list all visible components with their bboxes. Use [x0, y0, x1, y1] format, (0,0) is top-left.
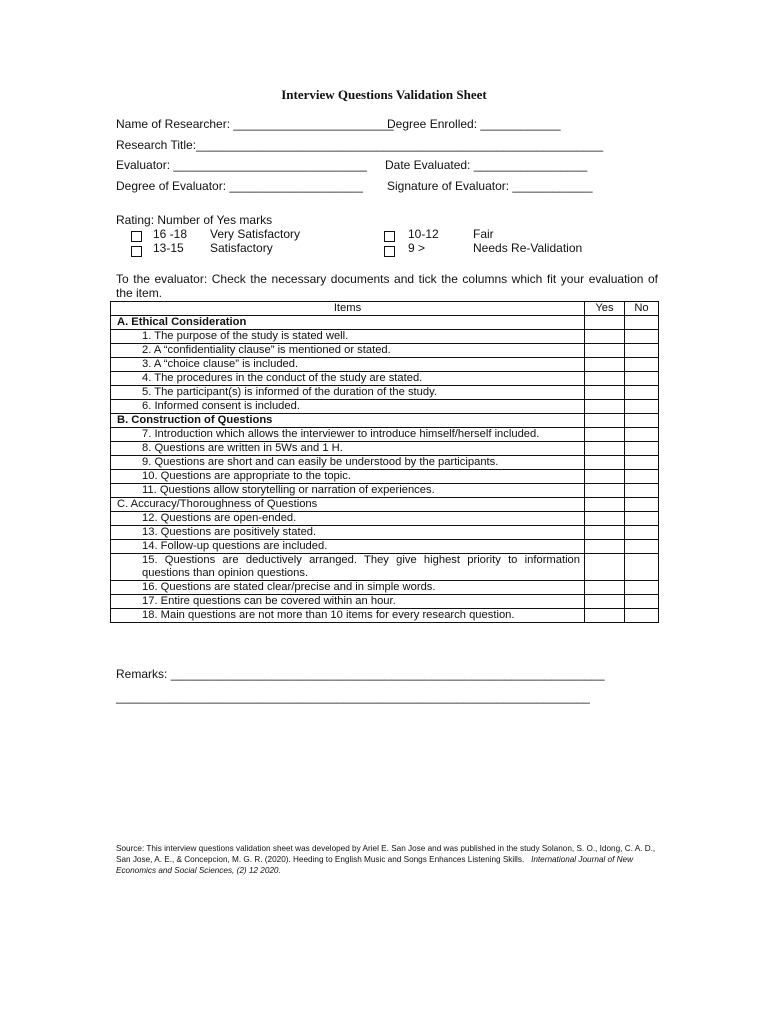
yes-cell[interactable] [585, 512, 625, 526]
item-text: 10. Questions are appropriate to the topic. [111, 470, 585, 484]
table-row [111, 330, 659, 344]
degree-enrolled-field [387, 117, 561, 131]
yes-cell[interactable] [585, 442, 625, 456]
remarks-line-2[interactable]: _______________________________________________________________________ [116, 690, 590, 704]
evaluator-field [116, 158, 367, 172]
source-citation [116, 843, 656, 876]
no-cell[interactable] [625, 595, 659, 609]
yes-cell[interactable] [585, 372, 625, 386]
item-text: 1. The purpose of the study is stated well. [111, 330, 585, 344]
rating-range: 9 > [408, 241, 426, 255]
item-text: 8. Questions are written in 5Ws and 1 H. [111, 442, 585, 456]
table-row [111, 581, 659, 595]
table-row [111, 456, 659, 470]
no-cell[interactable] [625, 554, 659, 581]
rating-range: 10-12 [408, 227, 439, 241]
date-evaluated-label: Date Evaluated: [385, 158, 471, 172]
yes-cell[interactable] [585, 470, 625, 484]
item-text: 3. A “choice clause” is included. [111, 358, 585, 372]
yes-header: Yes [585, 302, 625, 316]
no-cell[interactable] [625, 470, 659, 484]
table-row [111, 540, 659, 554]
rating-label: Satisfactory [210, 241, 273, 255]
yes-cell[interactable] [585, 526, 625, 540]
yes-cell[interactable] [585, 456, 625, 470]
page-title: Interview Questions Validation Sheet [281, 87, 487, 102]
research-title-field [116, 138, 603, 152]
rating-checkbox-icon[interactable] [384, 246, 395, 257]
table-row [111, 595, 659, 609]
table-row [111, 428, 659, 442]
date-evaluated-field [385, 158, 587, 172]
evaluator-line[interactable]: _____________________________ [173, 158, 367, 172]
evaluator-instructions: To the evaluator: Check the necessary documents and tick the columns which fit your evaluation of the item. [116, 272, 658, 300]
rating-checkbox-icon[interactable] [384, 231, 395, 242]
no-cell[interactable] [625, 581, 659, 595]
researcher-field [116, 117, 394, 131]
yes-cell[interactable] [585, 581, 625, 595]
section-row [111, 316, 659, 330]
item-text: 16. Questions are stated clear/precise and in simple words. [111, 581, 585, 595]
yes-cell[interactable] [585, 358, 625, 372]
no-cell[interactable] [625, 372, 659, 386]
no-cell[interactable] [625, 609, 659, 623]
yes-cell[interactable] [585, 428, 625, 442]
source-journal: International Journal of New Economics and Social Sciences, (2) 12 2020. [116, 855, 634, 875]
item-text: 13. Questions are positively stated. [111, 526, 585, 540]
yes-cell[interactable] [585, 386, 625, 400]
table-row [111, 470, 659, 484]
items-header: Items [111, 302, 585, 316]
item-text: 6. Informed consent is included. [111, 400, 585, 414]
no-cell[interactable] [625, 386, 659, 400]
research-title-label: Research Title: [116, 138, 197, 152]
section-title: C. Accuracy/Thoroughness of Questions [111, 498, 585, 512]
yes-cell [585, 498, 625, 512]
degree-enrolled-label: Degree Enrolled: [387, 117, 478, 131]
item-text: 18. Main questions are not more than 10 items for every research question. [111, 609, 585, 623]
section-title: B. Construction of Questions [111, 414, 585, 428]
table-row [111, 484, 659, 498]
researcher-label: Name of Researcher: [116, 117, 231, 131]
rating-range: 13-15 [153, 241, 184, 255]
item-text: 9. Questions are short and can easily be understood by the participants. [111, 456, 585, 470]
signature-label: Signature of Evaluator: [387, 179, 510, 193]
rating-heading: Rating: Number of Yes marks [116, 213, 273, 227]
no-cell[interactable] [625, 428, 659, 442]
item-text: 7. Introduction which allows the interviewer to introduce himself/herself included. [111, 428, 585, 442]
rating-checkbox-icon[interactable] [131, 246, 142, 257]
no-cell[interactable] [625, 442, 659, 456]
rating-checkbox-icon[interactable] [131, 231, 142, 242]
table-row [111, 372, 659, 386]
rating-range: 16 -18 [153, 227, 188, 241]
yes-cell [585, 414, 625, 428]
no-cell [625, 414, 659, 428]
section-row [111, 414, 659, 428]
no-cell[interactable] [625, 484, 659, 498]
yes-cell[interactable] [585, 344, 625, 358]
no-cell[interactable] [625, 330, 659, 344]
section-row [111, 498, 659, 512]
no-cell[interactable] [625, 526, 659, 540]
signature-field [387, 179, 593, 193]
remarks-line[interactable]: _________________________________________________________________ [170, 667, 605, 681]
evaluation-table [110, 301, 659, 623]
no-cell [625, 498, 659, 512]
yes-cell [585, 316, 625, 330]
item-text: 5. The participant(s) is informed of the duration of the study. [111, 386, 585, 400]
item-text: 4. The procedures in the conduct of the study are stated. [111, 372, 585, 386]
yes-cell[interactable] [585, 595, 625, 609]
item-text: 2. A “confidentiality clause” is mentioned or stated. [111, 344, 585, 358]
researcher-line[interactable]: ________________________ [233, 117, 394, 131]
item-text: 14. Follow-up questions are included. [111, 540, 585, 554]
no-cell[interactable] [625, 400, 659, 414]
no-cell [625, 316, 659, 330]
no-cell[interactable] [625, 358, 659, 372]
yes-cell[interactable] [585, 330, 625, 344]
rating-label: Needs Re-Validation [473, 241, 583, 255]
table-row [111, 526, 659, 540]
yes-cell[interactable] [585, 540, 625, 554]
table-header-row [111, 302, 659, 316]
remarks-label: Remarks: [116, 667, 168, 681]
table-row [111, 344, 659, 358]
yes-cell[interactable] [585, 554, 625, 581]
yes-cell[interactable] [585, 609, 625, 623]
item-text: 17. Entire questions can be covered within an hour. [111, 595, 585, 609]
table-row [111, 554, 659, 581]
table-row [111, 386, 659, 400]
degree-evaluator-line[interactable]: ____________________ [229, 179, 363, 193]
yes-cell[interactable] [585, 400, 625, 414]
degree-enrolled-line[interactable]: ____________ [480, 117, 561, 131]
signature-line[interactable]: ____________ [512, 179, 593, 193]
section-title: A. Ethical Consideration [111, 316, 585, 330]
no-cell[interactable] [625, 540, 659, 554]
remarks-field [116, 667, 605, 681]
yes-cell[interactable] [585, 484, 625, 498]
date-evaluated-line[interactable]: _________________ [473, 158, 588, 172]
no-cell[interactable] [625, 456, 659, 470]
rating-label: Very Satisfactory [210, 227, 301, 241]
degree-evaluator-field [116, 179, 363, 193]
table-row [111, 512, 659, 526]
no-cell[interactable] [625, 512, 659, 526]
research-title-line[interactable]: _____________________________________________________________ [196, 138, 604, 152]
table-row [111, 358, 659, 372]
degree-evaluator-label: Degree of Evaluator: [116, 179, 227, 193]
item-text: 15. Questions are deductively arranged. They give highest priority to information questions than opinion questions. [111, 554, 585, 581]
evaluator-label: Evaluator: [116, 158, 171, 172]
table-row [111, 400, 659, 414]
no-cell[interactable] [625, 344, 659, 358]
source-text: Source: This interview questions validation sheet was developed by Ariel E. San Jose and was published in the study Solanon, S. O., Idong, C. A. D., San Jose, A. E., & Concepcion, M. G. R. (2020). Heeding to English Music and Songs Enhances Listening Skills. [116, 844, 656, 864]
table-row [111, 442, 659, 456]
table-row [111, 609, 659, 623]
item-text: 12. Questions are open-ended. [111, 512, 585, 526]
item-text: 11. Questions allow storytelling or narration of experiences. [111, 484, 585, 498]
no-header: No [625, 302, 659, 316]
evaluation-table-body [111, 316, 659, 623]
rating-label: Fair [473, 227, 494, 241]
